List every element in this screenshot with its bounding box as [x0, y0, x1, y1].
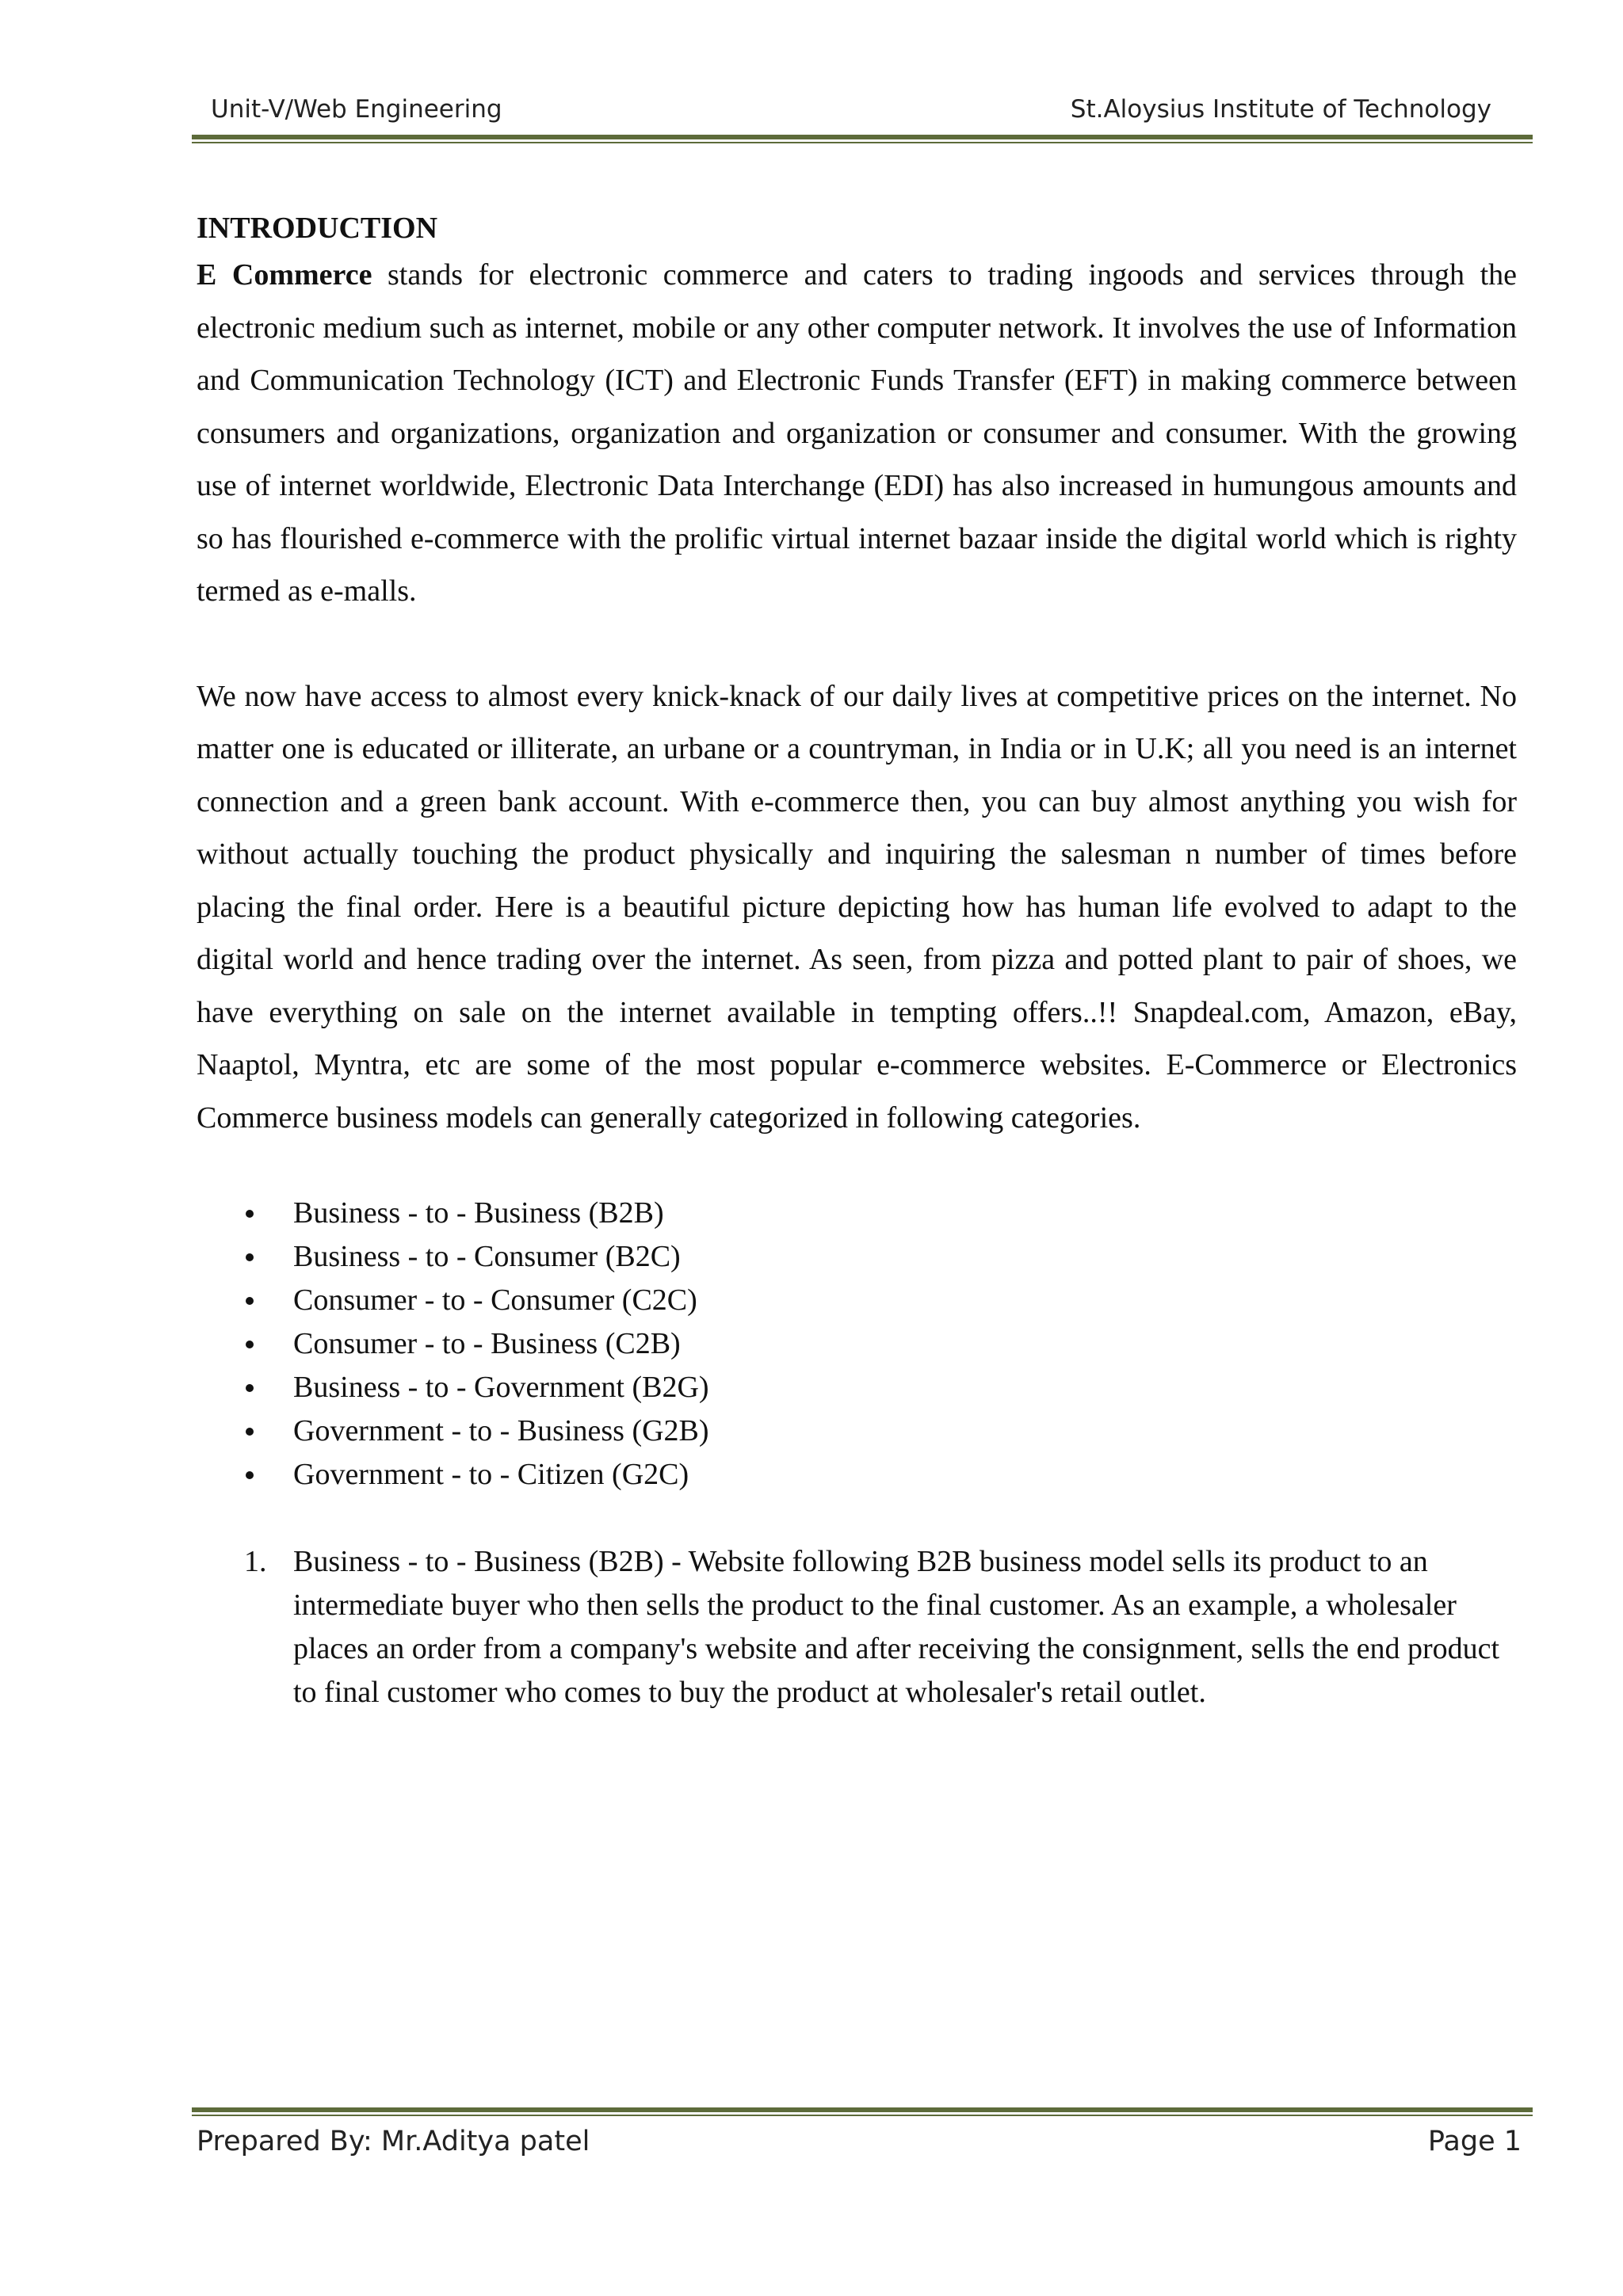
- intro-term-bold: E Commerce: [197, 258, 372, 292]
- footer-rule: [192, 2107, 1533, 2116]
- numbered-item-b2b: [197, 1540, 1510, 1714]
- footer-author: Prepared By: Mr.Aditya patel: [197, 2126, 590, 2157]
- bullet-icon: [246, 1253, 254, 1261]
- bullet-icon: [246, 1471, 254, 1479]
- list-item: Business - to - Consumer (B2C): [197, 1235, 1517, 1279]
- intro-paragraph-text: stands for electronic commerce and caters to trading ingoods and services through the electronic medium such as internet, mobile or any other computer network. It involves the use of Information and Communication Technology (ICT) and Electronic Funds Transfer (EFT) in making commerce between consumers and organizations, organization and organization or consumer and consumer. With the growing use of internet worldwide, Electronic Data Interchange (EDI) has also increased in humungous amounts and so has flourished e-commerce with the prolific virtual internet bazaar inside the digital world which is righty termed as e-malls.: [197, 258, 1518, 608]
- business-model-list: [197, 1192, 1517, 1497]
- item-number: 1.: [244, 1545, 267, 1578]
- page-number: Page 1: [1427, 2126, 1522, 2157]
- item-text: Business - to - Business (B2B) - Website following B2B business model sells its product to an intermediate buyer who then sells the product to the final customer. As an example, a wholesaler places an order from a company's website and after receiving the consignment, sells the end product to final customer who comes to buy the product at wholesaler's retail outlet.: [293, 1545, 1500, 1709]
- page-body: [197, 208, 1517, 1714]
- list-item: Government - to - Citizen (G2C): [197, 1453, 1517, 1497]
- header-institute-name: St.Aloysius Institute of Technology: [1070, 95, 1491, 124]
- bullet-icon: [246, 1341, 254, 1348]
- list-item: Consumer - to - Consumer (C2C): [197, 1279, 1517, 1322]
- bullet-icon: [246, 1428, 254, 1436]
- page-footer: [197, 2126, 1522, 2165]
- bullet-icon: [246, 1297, 254, 1305]
- header-unit-title: Unit-V/Web Engineering: [211, 95, 502, 124]
- bullet-icon: [246, 1384, 254, 1392]
- page-header: [197, 95, 1491, 133]
- list-item: Business - to - Business (B2B): [197, 1192, 1517, 1235]
- intro-paragraph: [197, 249, 1517, 618]
- header-rule: [192, 135, 1533, 143]
- section-heading: INTRODUCTION: [197, 212, 438, 245]
- list-item: Government - to - Business (G2B): [197, 1409, 1517, 1453]
- bullet-icon: [246, 1210, 254, 1218]
- list-item: Business - to - Government (B2G): [197, 1366, 1517, 1409]
- second-paragraph: We now have access to almost every knick-knack of our daily lives at competitive prices on the internet. No matter one is educated or illiterate, an urbane or a countryman, in India or in U.K; all you need is an internet connection and a green bank account. With e-commerce then, you can buy almost anything you wish for without actually touching the product physically and inquiring the salesman n number of times before placing the final order. Here is a beautiful picture depicting how has human life evolved to adapt to the digital world and hence trading over the internet. As seen, from pizza and potted plant to pair of shoes, we have everything on sale on the internet available in tempting offers..!! Snapdeal.com, Amazon, eBay, Naaptol, Myntra, etc are some of the most popular e-commerce websites. E-Commerce or Electronics Commerce business models can generally categorized in following categories.: [197, 679, 1517, 1135]
- list-item: Consumer - to - Business (C2B): [197, 1322, 1517, 1366]
